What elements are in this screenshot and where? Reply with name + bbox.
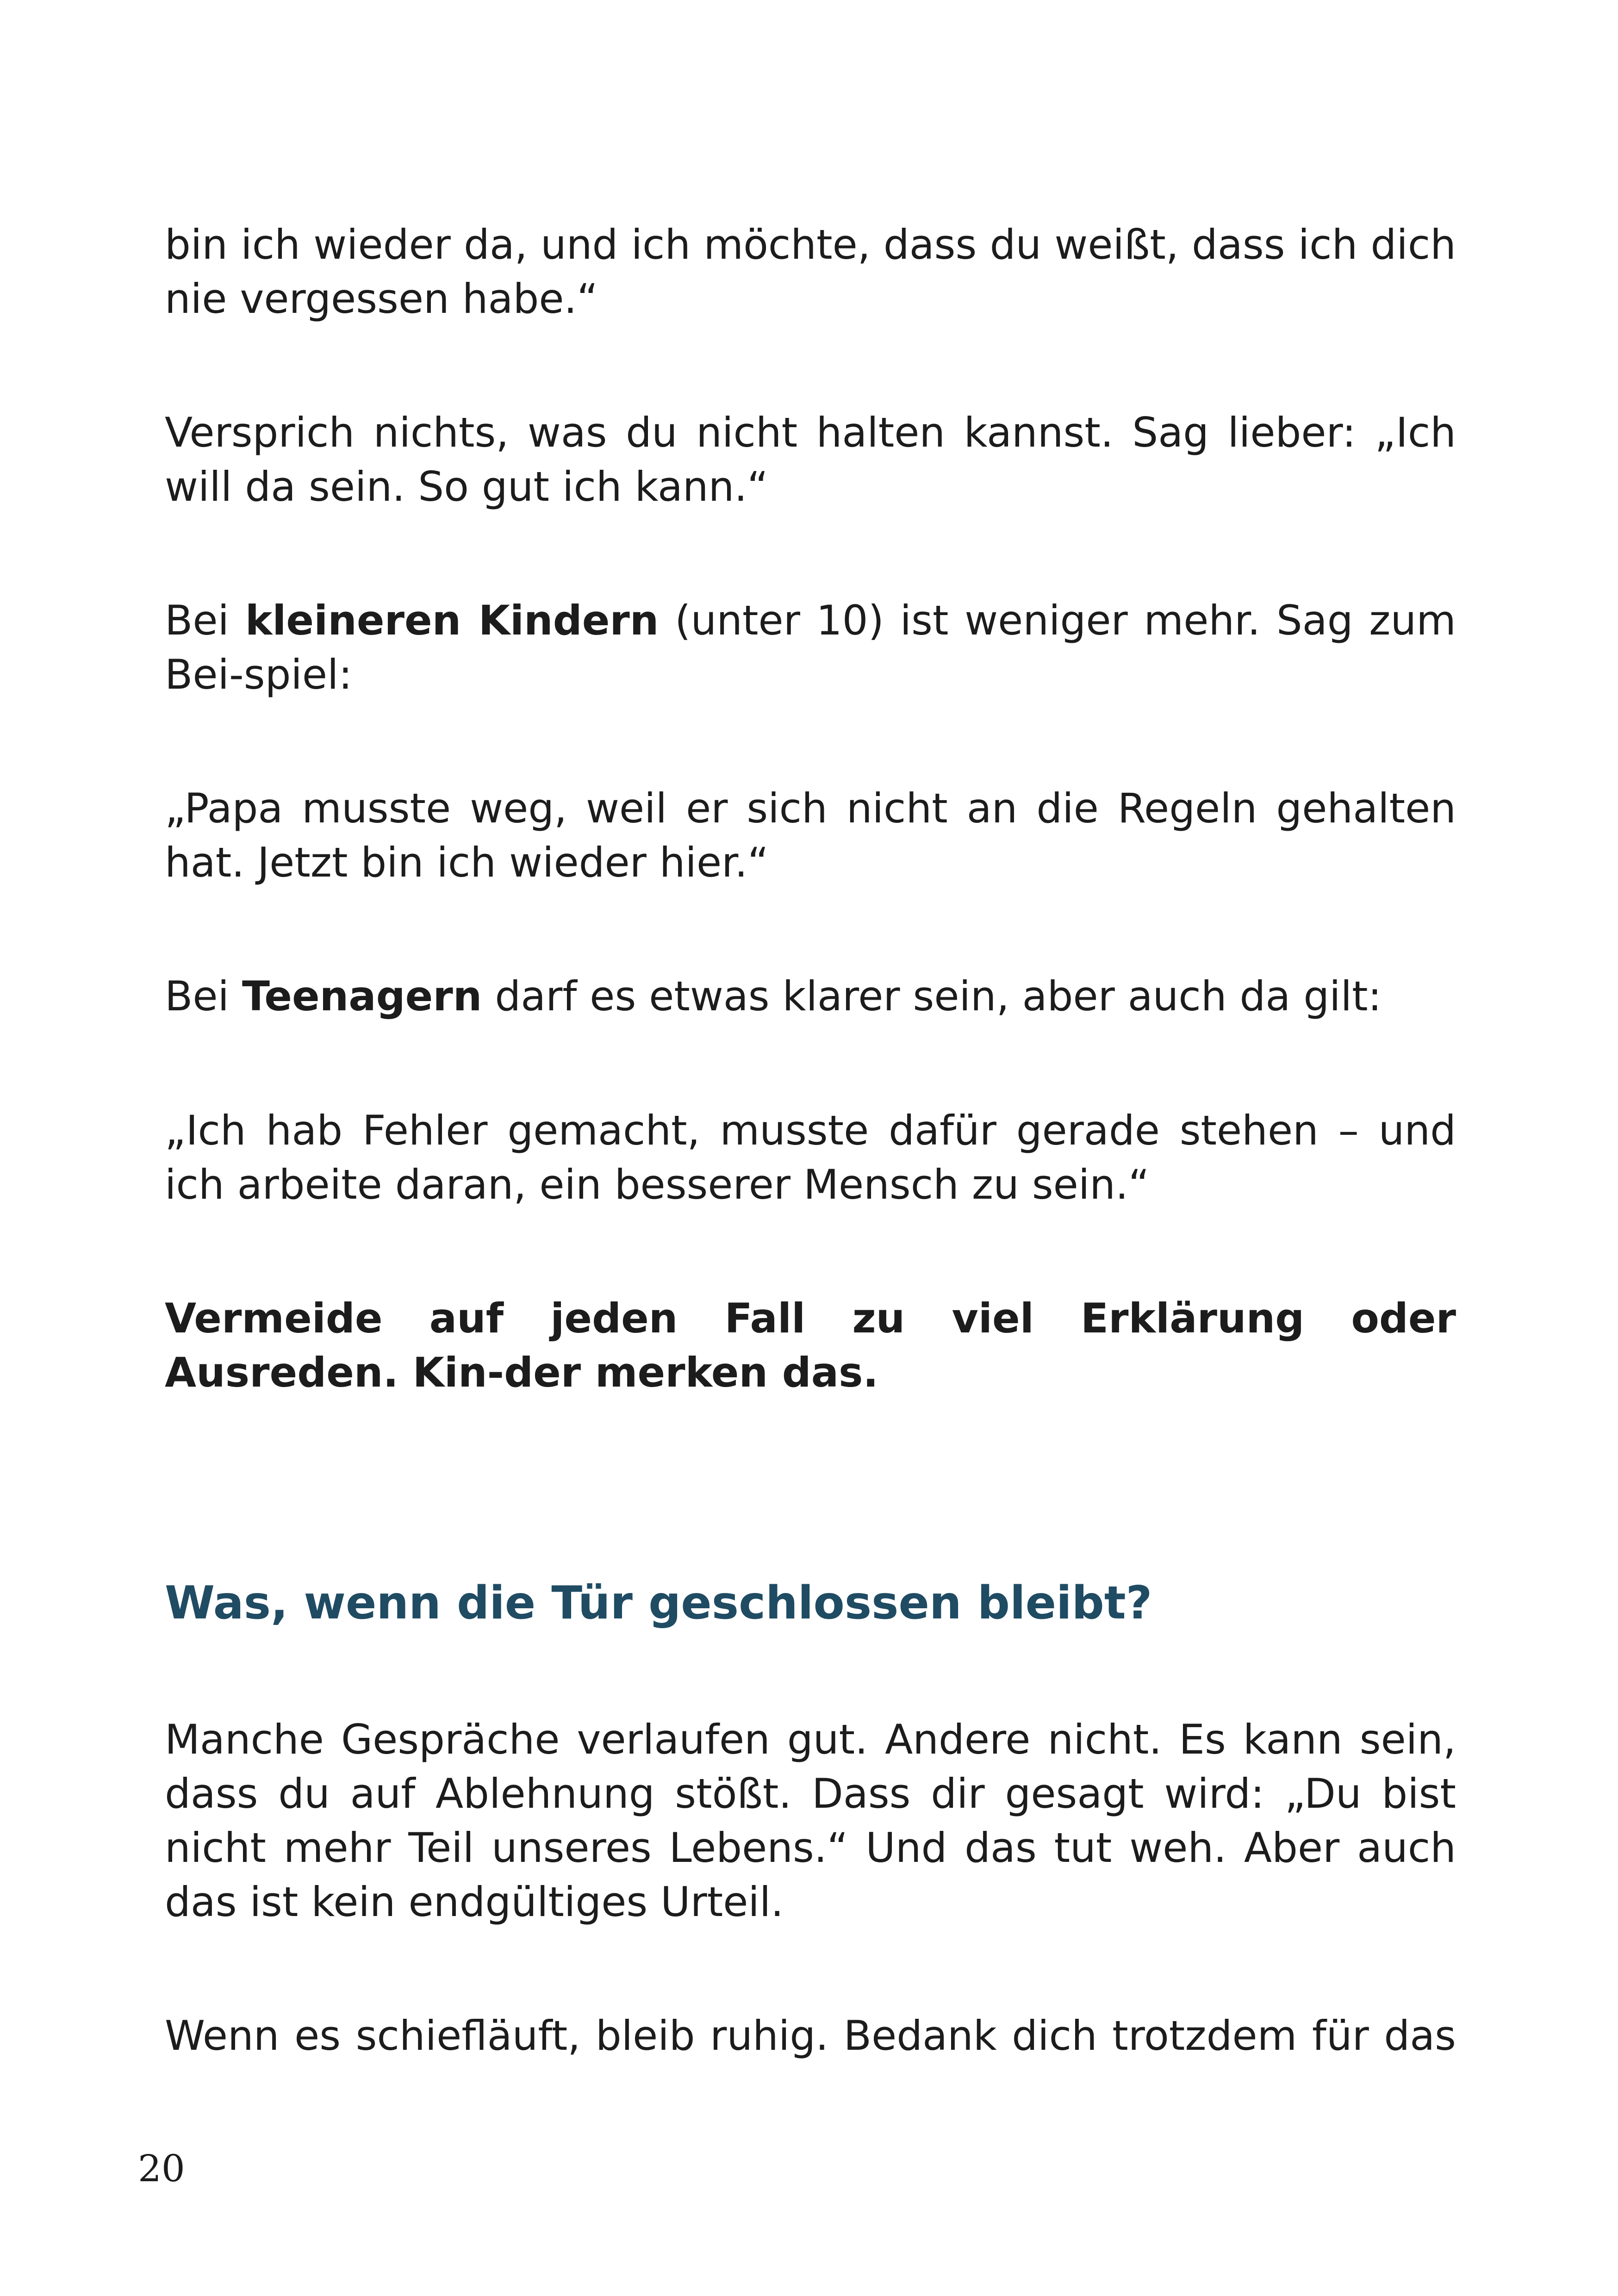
teenagers-pre: Bei bbox=[165, 972, 242, 1020]
teenagers-bold: Teenagern bbox=[242, 972, 482, 1020]
section-heading: Was, wenn die Tür geschlossen bleibt? bbox=[165, 1577, 1152, 1630]
small-children-bold: kleineren Kindern bbox=[245, 597, 659, 644]
paragraph-continuation: bin ich wieder da, und ich möchte, dass du weißt, dass ich dich nie vergessen habe.“ bbox=[165, 221, 1456, 323]
paragraph-warning: Vermeide auf jeden Fall zu viel Erklärung oder Ausreden. Kin-der merken das. bbox=[165, 1294, 1456, 1396]
teenagers-post: darf es etwas klarer sein, aber auch da gilt: bbox=[482, 972, 1382, 1020]
paragraph-if-it-goes-wrong: Wenn es schiefläuft, bleib ruhig. Bedank dich trotzdem für das bbox=[165, 2012, 1456, 2060]
paragraph-small-children bbox=[165, 593, 1456, 702]
paragraph-teenagers bbox=[165, 969, 1456, 1023]
small-children-post: (unter 10) ist weniger mehr. Sag zum Bei-spiel: bbox=[165, 597, 1456, 698]
small-children-pre: Bei bbox=[165, 597, 245, 644]
paragraph-promise: Versprich nichts, was du nicht halten kannst. Sag lieber: „Ich will da sein. So gut ich kann.“ bbox=[165, 409, 1456, 510]
paragraph-conversations: Manche Gespräche verlaufen gut. Andere nicht. Es kann sein, dass du auf Ablehnung stößt. Dass dir gesagt wird: „Du bist nicht mehr Teil unseres Lebens.“ Und das tut weh. Aber auch das ist kein endgültiges Urteil. bbox=[165, 1716, 1456, 1926]
quote-teenagers: „Ich hab Fehler gemacht, musste dafür gerade stehen – und ich arbeite daran, ein besserer Mensch zu sein.“ bbox=[165, 1107, 1456, 1208]
page-number: 20 bbox=[138, 2147, 185, 2190]
quote-small-children: „Papa musste weg, weil er sich nicht an die Regeln gehalten hat. Jetzt bin ich wieder hier.“ bbox=[165, 784, 1456, 886]
